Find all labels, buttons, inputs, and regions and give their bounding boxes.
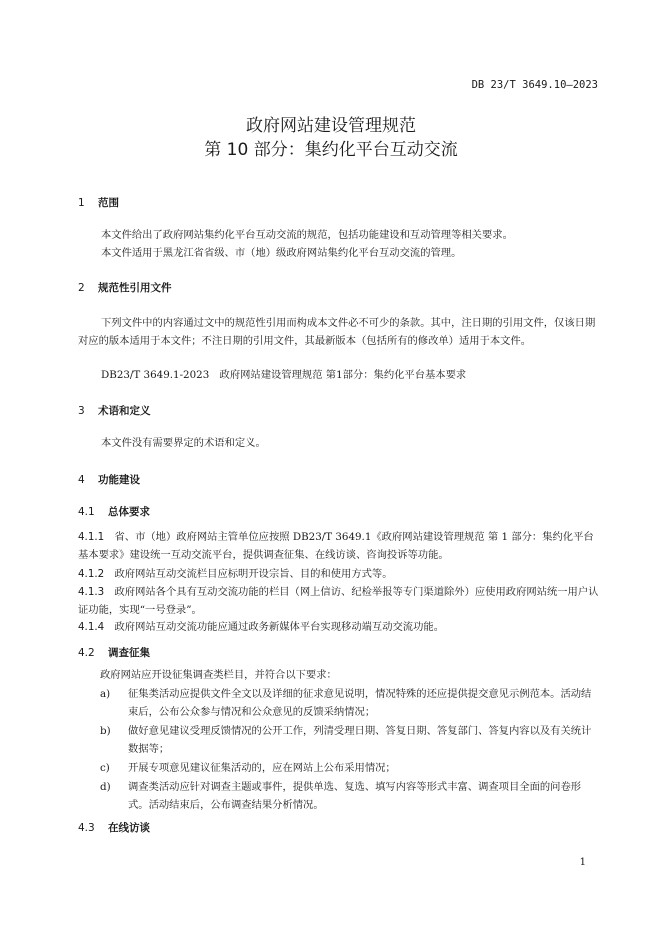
section-2-heading <box>78 280 172 295</box>
clause-4-1-1 <box>78 528 600 564</box>
subsection-number: 4.3 <box>78 822 95 834</box>
list-item <box>100 778 600 814</box>
section-title: 术语和定义 <box>98 405 151 417</box>
section-number: 2 <box>78 282 85 294</box>
scope-paragraph-1: 本文件给出了政府网站集约化平台互动交流的规范，包括功能建设和互动管理等相关要求。 <box>101 229 513 241</box>
list-item-text: 调查类活动应针对调查主题或事件，提供单选、复选、填写内容等形式丰富、调查项目全面的问卷形式。活动结束后，公布调查结果分析情况。 <box>128 781 582 811</box>
subsection-number: 4.1 <box>78 506 95 518</box>
page-number: 1 <box>579 857 586 868</box>
document-number: DB 23/T 3649.10—2023 <box>471 79 598 91</box>
normative-references-paragraph: 下列文件中的内容通过文中的规范性引用而构成本文件必不可少的条款。其中，注日期的引用文件，仅该日期对应的版本适用于本文件；不注日期的引用文件，其最新版本（包括所有的修改单）适用于本文件。 <box>78 317 596 347</box>
list-item-text: 做好意见建议受理反馈情况的公开工作，列清受理日期、答复日期、答复部门、答复内容以及有关统计数据等； <box>128 725 592 755</box>
section-number: 3 <box>78 405 85 417</box>
subsection-4-1-heading <box>78 504 150 519</box>
scope-paragraph-2: 本文件适用于黑龙江省省级、市（地）级政府网站集约化平台互动交流的管理。 <box>101 247 462 259</box>
clause-number: 4.1.1 <box>78 531 105 543</box>
section-title: 规范性引用文件 <box>98 282 172 294</box>
subsection-title: 总体要求 <box>108 506 150 518</box>
clause-4-1-4 <box>78 618 600 636</box>
reference-entry: DB23/T 3649.1-2023 政府网站建设管理规范 第1部分：集约化平台基本要求 <box>101 369 467 381</box>
clause-text: 省、市（地）政府网站主管单位应按照 DB23/T 3649.1《政府网站建设管理规范 第 1 部分：集约化平台基本要求》建设统一互动交流平台，提供调查征集、在线访谈、咨询投诉等功能。 <box>78 531 594 561</box>
section-title: 范围 <box>98 197 119 209</box>
clause-text: 政府网站互动交流栏目应标明开设宗旨、目的和使用方式等。 <box>114 568 393 580</box>
subsection-title: 调查征集 <box>108 647 150 659</box>
clause-number: 4.1.2 <box>78 568 105 580</box>
clause-number: 4.1.4 <box>78 621 105 633</box>
subsection-number: 4.2 <box>78 647 95 659</box>
clause-number: 4.1.3 <box>78 586 105 598</box>
section-number: 1 <box>78 197 85 209</box>
subsection-4-3-heading <box>78 820 150 835</box>
list-item-label: d) <box>100 781 111 793</box>
list-item-text: 征集类活动应提供文件全文以及详细的征求意见说明，情况特殊的还应提供提交意见示例范本。活动结束后，公布公众参与情况和公众意见的反馈采纳情况； <box>128 688 592 718</box>
list-item-text: 开展专项意见建议征集活动的，应在网站上公布采用情况； <box>128 762 396 774</box>
clause-text: 政府网站互动交流功能应通过政务新媒体平台实现移动端互动交流功能。 <box>114 621 444 633</box>
clause-4-1-3 <box>78 583 600 619</box>
list-item <box>100 685 600 721</box>
subsection-4-2-heading <box>78 645 150 660</box>
document-title: 政府网站建设管理规范 <box>246 116 416 136</box>
section-number: 4 <box>78 474 85 486</box>
list-item <box>100 722 600 758</box>
section-1-heading <box>78 195 119 210</box>
terms-paragraph: 本文件没有需要界定的术语和定义。 <box>101 437 266 449</box>
list-item-label: a) <box>100 688 111 700</box>
clause-text: 政府网站各个具有互动交流功能的栏目（网上信访、纪检举报等专门渠道除外）应使用政府网站统一用户认证功能，实现“一号登录”。 <box>78 586 599 616</box>
subsection-title: 在线访谈 <box>108 822 150 834</box>
list-item-label: b) <box>100 725 111 737</box>
section-title: 功能建设 <box>98 474 140 486</box>
survey-intro: 政府网站应开设征集调查类栏目，并符合以下要求： <box>100 669 337 681</box>
section-3-heading <box>78 403 151 418</box>
document-subtitle: 第 10 部分：集约化平台互动交流 <box>204 140 458 160</box>
section-4-heading <box>78 472 140 487</box>
list-item-label: c) <box>100 762 110 774</box>
clause-4-1-2 <box>78 565 600 583</box>
list-item <box>100 759 600 777</box>
